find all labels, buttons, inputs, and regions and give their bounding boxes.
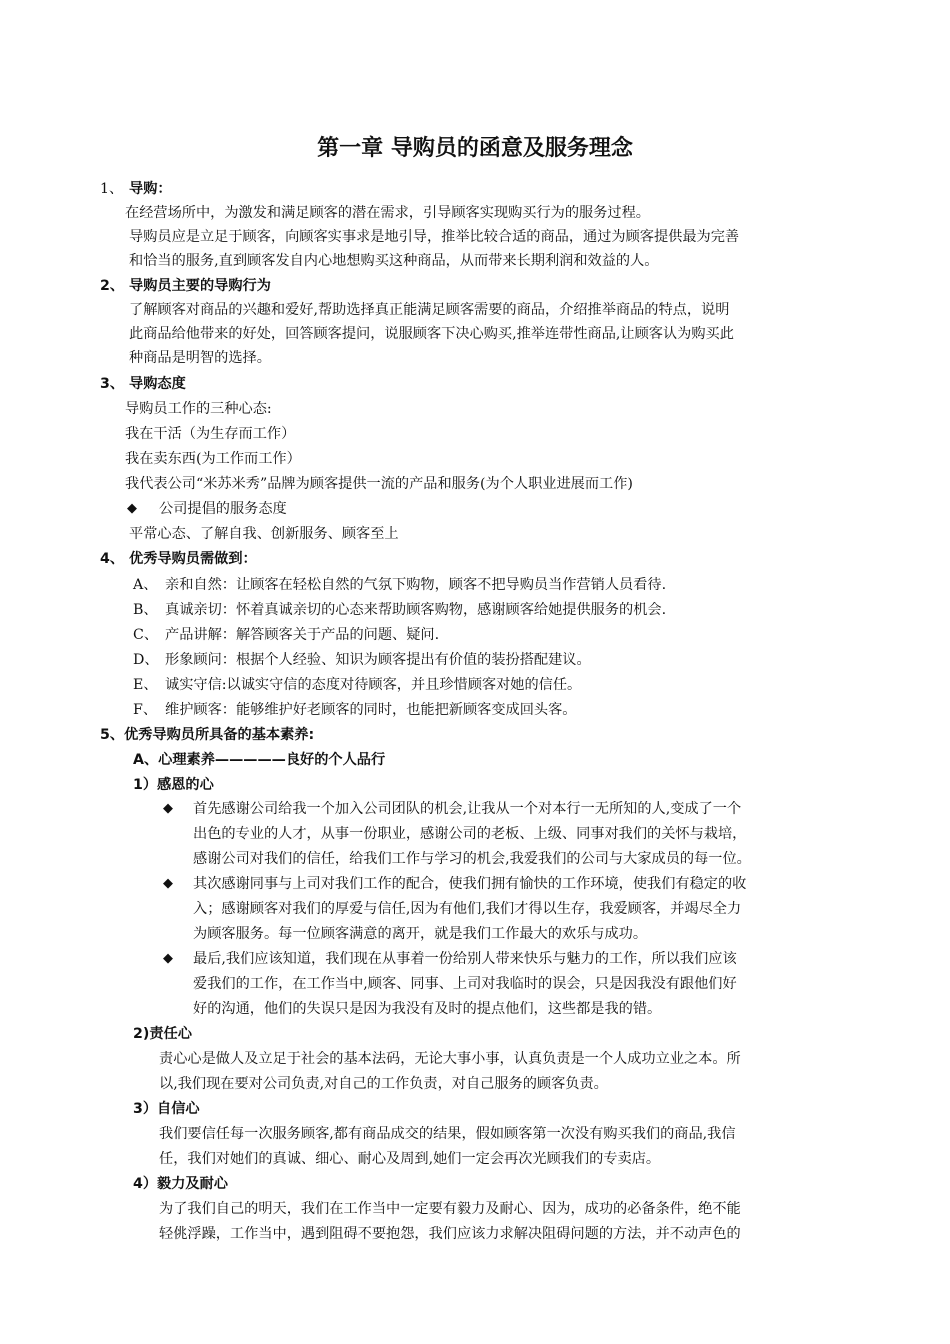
- section-3-number: 3、: [100, 376, 125, 392]
- list-item-text: 产品讲解：解答顾客关于产品的问题、疑问.: [165, 627, 440, 643]
- list-item-marker: D、: [133, 652, 159, 668]
- section-3-heading: 导购态度: [129, 376, 186, 392]
- section-5-sub-a: A、心理素养—————良好的个人品行: [133, 752, 386, 768]
- diamond-bullet-icon: ◆: [127, 501, 137, 516]
- gratitude-text: 好的沟通，他们的失误只是因为我没有及时的提点他们，这些都是我的错。: [193, 1001, 662, 1017]
- list-item-marker: F、: [133, 702, 158, 718]
- section-3-line-2: 我在干活（为生存而工作）: [125, 426, 296, 442]
- gratitude-text: 感谢公司对我们的信任，给我们工作与学习的机会,我爱我们的公司与大家成员的每一位。: [193, 851, 751, 867]
- gratitude-text: 其次感谢同事与上司对我们工作的配合，使我们拥有愉快的工作环境，使我们有稳定的收: [193, 876, 747, 892]
- perseverance-text: 为了我们自己的明天，我们在工作当中一定要有毅力及耐心、因为，成功的必备条件，绝不能: [159, 1201, 741, 1217]
- section-4-number: 4、: [100, 551, 125, 567]
- list-item-marker: A、: [133, 577, 158, 593]
- section-2-line-1: 了解顾客对商品的兴趣和爱好,帮助选择真正能满足顾客需要的商品，介绍推举商品的特点，说明: [129, 302, 730, 318]
- page-title: 第一章 导购员的函意及服务理念: [317, 136, 633, 161]
- section-1-para-2b: 和恰当的服务,直到顾客发自内心地想购买这种商品，从而带来长期利润和效益的人。: [129, 253, 659, 269]
- section-2-heading: 导购员主要的导购行为: [129, 278, 271, 294]
- section-3-line-3: 我在卖东西(为工作而工作）: [125, 451, 301, 467]
- section-1-para-1: 在经营场所中，为激发和满足顾客的潜在需求，引导顾客实现购买行为的服务过程。: [125, 205, 650, 221]
- list-item-text: 维护顾客：能够维护好老顾客的同时，也能把新顾客变成回头客。: [165, 702, 577, 718]
- responsibility-text: 责心心是做人及立足于社会的基本法码，无论大事小事，认真负责是一个人成功立业之本。所: [159, 1051, 741, 1067]
- section-2-line-3: 种商品是明智的选择。: [129, 350, 271, 366]
- gratitude-text: 爱我们的工作，在工作当中,顾客、同事、上司对我临时的误会，只是因我没有跟他们好: [193, 976, 737, 992]
- gratitude-text: 为顾客服务。每一位顾客满意的离开，就是我们工作最大的欢乐与成功。: [193, 926, 648, 942]
- section-1-heading: 导购：: [129, 181, 172, 197]
- list-item-text: 形象顾问：根据个人经验、知识为顾客提出有价值的装扮搭配建议。: [165, 652, 591, 668]
- list-item-text: 真诚亲切：怀着真诚亲切的心态来帮助顾客购物，感谢顾客给她提供服务的机会.: [165, 602, 667, 618]
- section-2-line-2: 此商品给他带来的好处，回答顾客提问，说服顾客下决心购买,推举连带性商品,让顾客认为购买此: [129, 326, 734, 342]
- subsection-2-heading: 2)责任心: [133, 1026, 192, 1042]
- section-2-number: 2、: [100, 278, 125, 294]
- section-3-line-5: 公司提倡的服务态度: [159, 501, 287, 517]
- subsection-1-heading: 1）感恩的心: [133, 777, 214, 793]
- list-item-marker: E、: [133, 677, 158, 693]
- list-item-text: 亲和自然：让顾客在轻松自然的气氛下购物，顾客不把导购员当作营销人员看待.: [165, 577, 667, 593]
- diamond-bullet-icon: ◆: [163, 876, 173, 891]
- responsibility-text: 以,我们现在要对公司负责,对自己的工作负责，对自己服务的顾客负责。: [159, 1076, 608, 1092]
- section-1-number: 1、: [100, 181, 124, 197]
- perseverance-text: 轻佻浮躁，工作当中，遇到阻碍不要抱怨，我们应该力求解决阻碍问题的方法，并不动声色的: [159, 1226, 741, 1242]
- section-3-line-1: 导购员工作的三种心态:: [125, 401, 272, 417]
- gratitude-text: 出色的专业的人才，从事一份职业，感谢公司的老板、上级、同事对我们的关怀与栽培，: [193, 826, 747, 842]
- confidence-text: 任，我们对她们的真诚、细心、耐心及周到,她们一定会再次光顾我们的专卖店。: [159, 1151, 661, 1167]
- section-4-heading: 优秀导购员需做到：: [129, 551, 257, 567]
- section-3-line-6: 平常心态、了解自我、创新服务、顾客至上: [129, 526, 399, 542]
- subsection-3-heading: 3）自信心: [133, 1101, 200, 1117]
- gratitude-text: 首先感谢公司给我一个加入公司团队的机会,让我从一个对本行一无所知的人,变成了一个: [193, 801, 742, 817]
- section-3-line-4: 我代表公司“米苏米秀”品牌为顾客提供一流的产品和服务(为个人职业进展而工作): [125, 476, 633, 492]
- subsection-4-heading: 4）毅力及耐心: [133, 1176, 228, 1192]
- diamond-bullet-icon: ◆: [163, 801, 173, 816]
- section-5-heading: 5、优秀导购员所具备的基本素养:: [100, 727, 315, 743]
- diamond-bullet-icon: ◆: [163, 951, 173, 966]
- section-1-para-2a: 导购员应是立足于顾客，向顾客实事求是地引导，推举比较合适的商品，通过为顾客提供最为完善: [129, 229, 740, 245]
- confidence-text: 我们要信任每一次服务顾客,都有商品成交的结果，假如顾客第一次没有购买我们的商品,我信: [159, 1126, 736, 1142]
- list-item-text: 诚实守信:以诚实守信的态度对待顾客，并且珍惜顾客对她的信任。: [165, 677, 582, 693]
- list-item-marker: C、: [133, 627, 159, 643]
- list-item-marker: B、: [133, 602, 158, 618]
- gratitude-text: 最后,我们应该知道，我们现在从事着一份给别人带来快乐与魅力的工作，所以我们应该: [193, 951, 737, 967]
- gratitude-text: 入；感谢顾客对我们的厚爱与信任,因为有他们,我们才得以生存，我爱顾客，并竭尽全力: [193, 901, 742, 917]
